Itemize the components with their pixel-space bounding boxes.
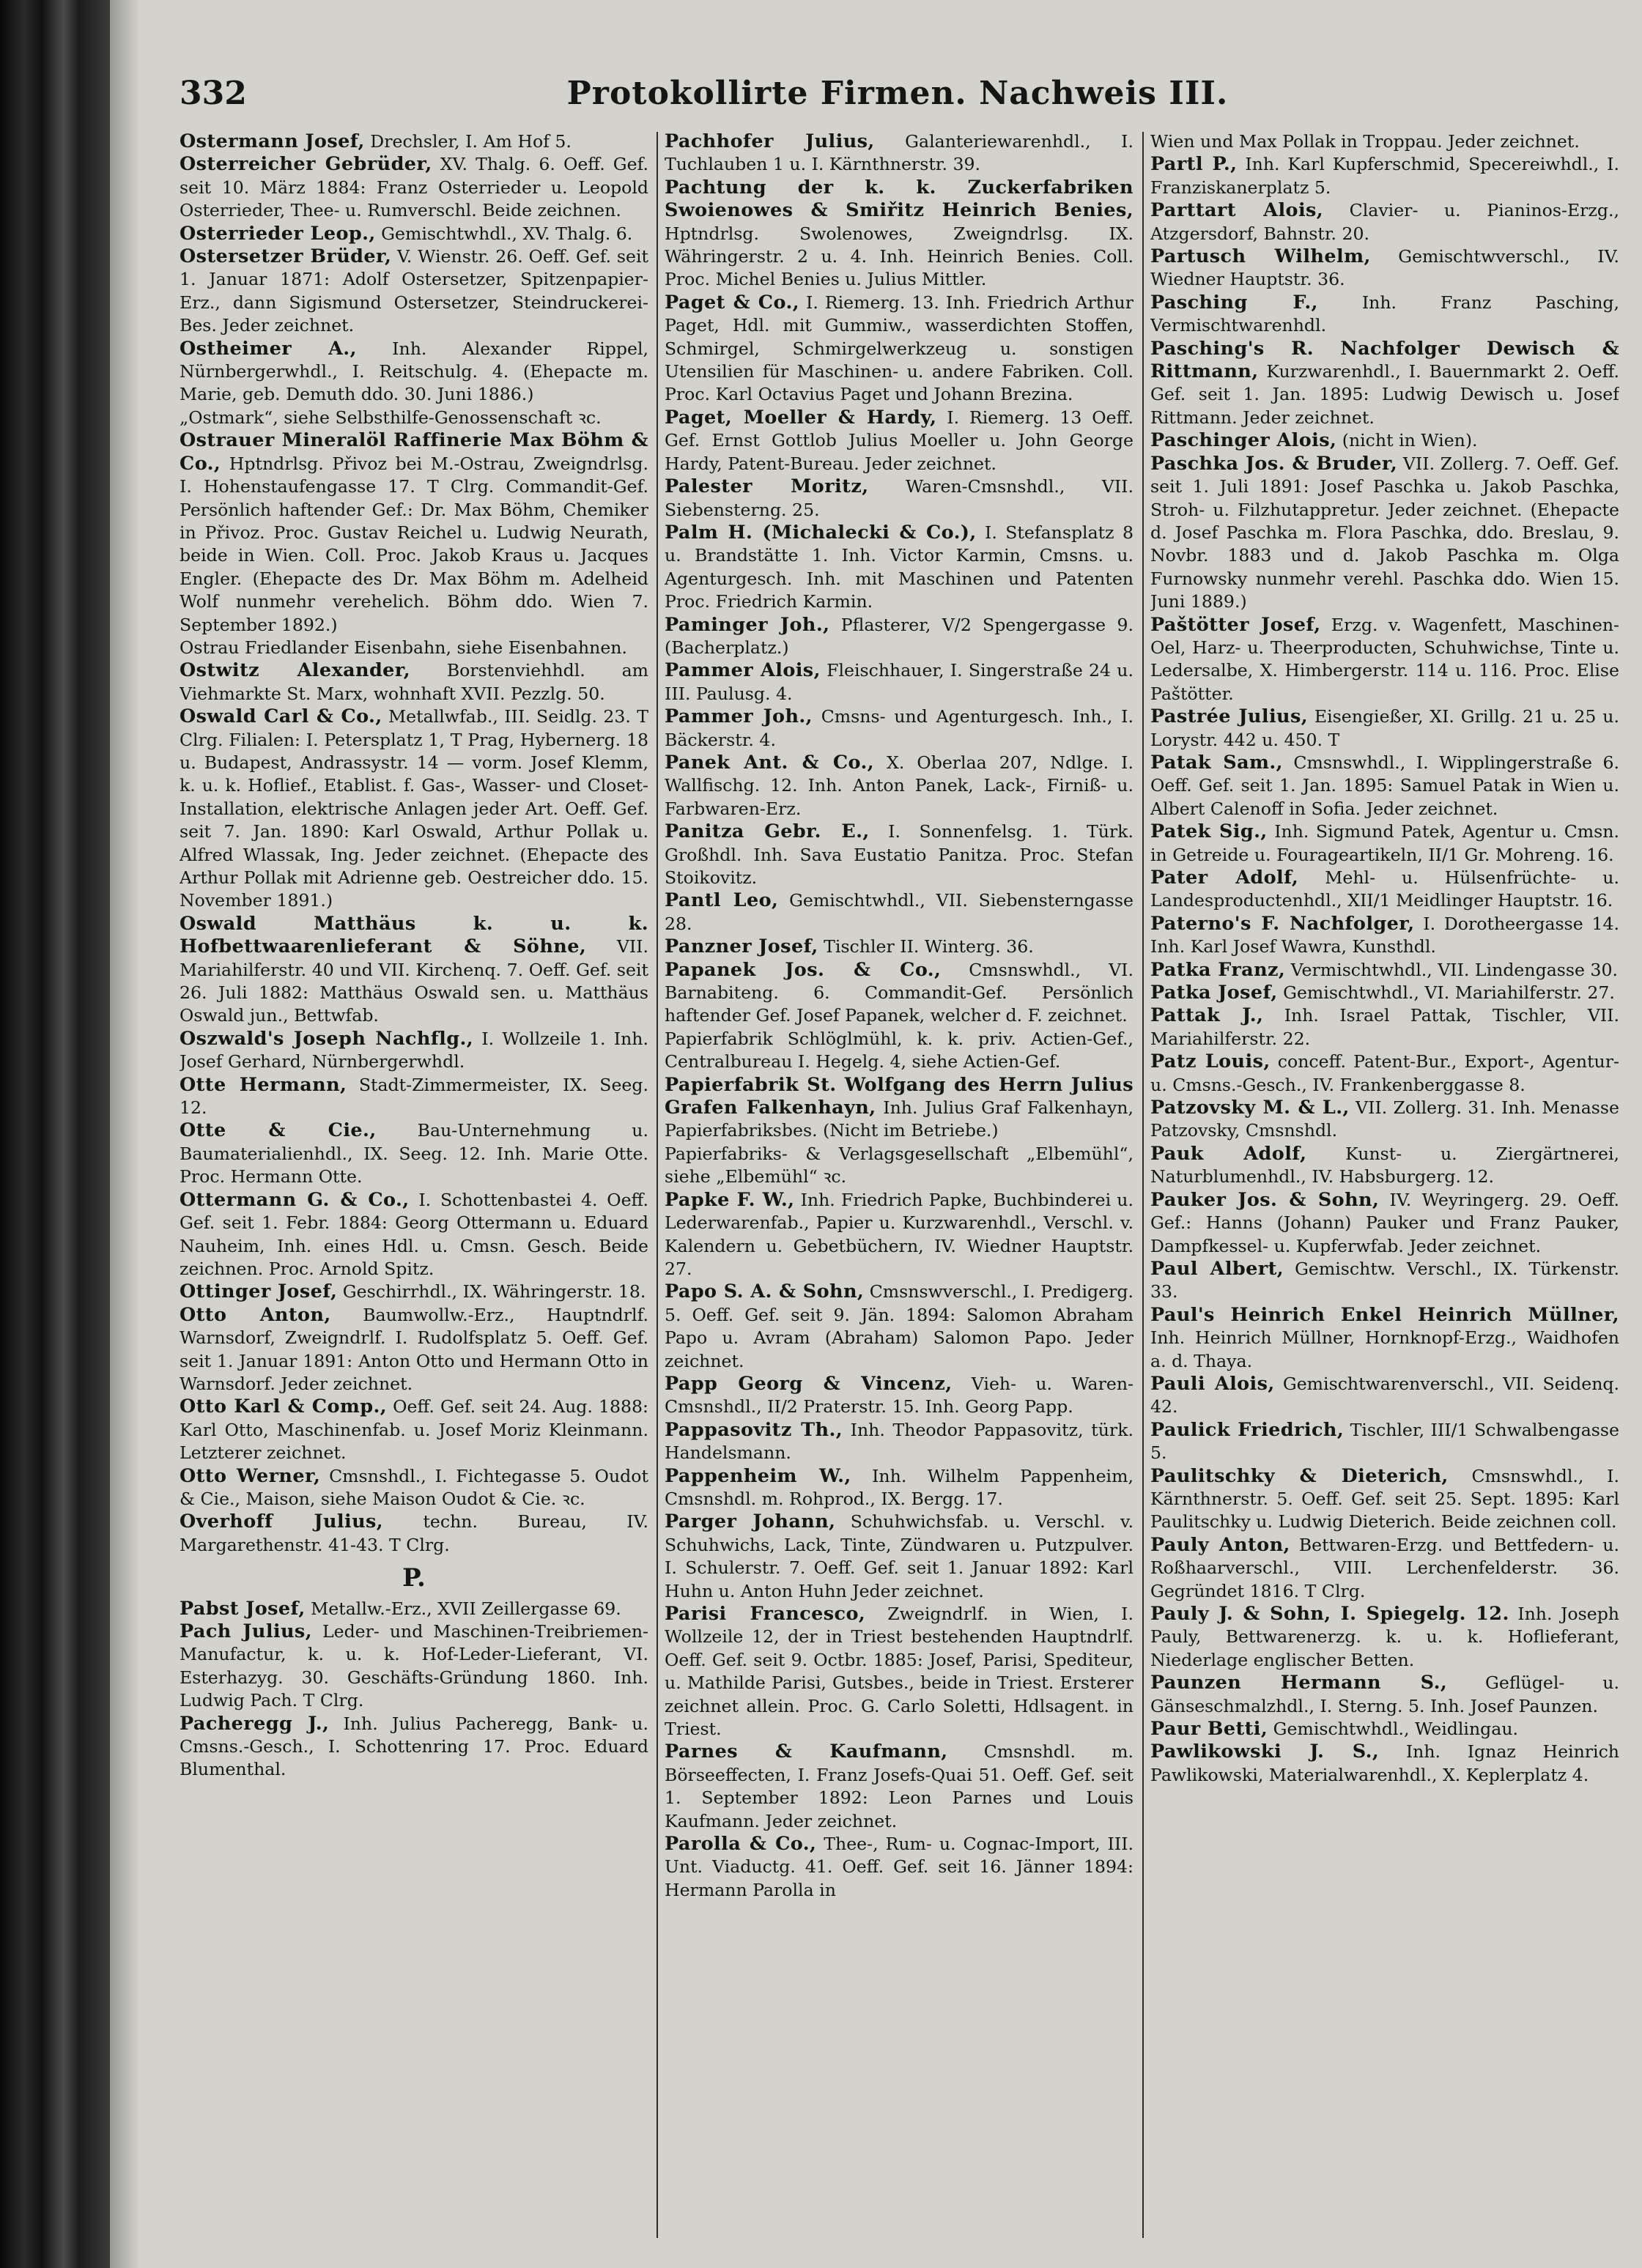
firm-name: Pachtung der k. k. Zuckerfabriken Swoienowes & Smiřitz Heinrich Benies, <box>665 176 1134 222</box>
firm-name: Oswald Matthäus k. u. k. Hofbettwaarenlieferant & Söhne, <box>180 912 648 958</box>
firm-details: I. Riemerg. 13. Inh. Friedrich Arthur Paget, Hdl. mit Gummiw., wasserdichten Stoffen, Schmirgel, Schmirgelwerkzeug u. sonstigen Utensilien für Maschinen- u. andere Fabriken. Coll. Proc. Karl Octavius Paget und Johann Brezina. <box>665 292 1134 405</box>
firm-details: Cmsnshdl., I. Fichtegasse 5. Oudot & Cie., Maison, siehe Maison Oudot & Cie. ꝛc. <box>180 1465 648 1509</box>
firm-details: Gemischtwarenverschl., VII. Seidenq. 42. <box>1150 1373 1619 1418</box>
directory-entry <box>1150 1373 1619 1419</box>
firm-name: Osterreicher Gebrüder, <box>180 153 432 176</box>
firm-name: Parolla & Co., <box>665 1833 817 1856</box>
firm-name: Pappenheim W., <box>665 1464 851 1487</box>
firm-name: Patz Louis, <box>1150 1050 1271 1073</box>
directory-entry <box>1150 453 1619 614</box>
firm-name: Paminger Joh., <box>665 613 830 636</box>
firm-name: Palester Moritz, <box>665 475 869 498</box>
directory-entry <box>1150 1672 1619 1718</box>
directory-entry <box>180 338 648 407</box>
firm-name: Paunzen Hermann S., <box>1150 1672 1448 1694</box>
firm-name: Osterrieder Leop., <box>180 222 376 245</box>
directory-entry <box>1150 1004 1619 1050</box>
firm-details: Cmsnswverschl., I. Predigerg. 5. Oeff. Gef. seit 9. Jän. 1894: Salomon Abraham Papo u. Avram (Abraham) Salomon Papo. Jeder zeichnet. <box>665 1281 1134 1371</box>
firm-name: Paschka Jos. & Bruder, <box>1150 452 1398 475</box>
directory-entry <box>180 1713 648 1782</box>
firm-details: Inh. Karl Kupferschmid, Specereiwhdl., I. Franziskanerplatz 5. <box>1150 154 1619 198</box>
firm-details: I. Riemerg. 13 Oeff. Gef. Ernst Gottlob Julius Moeller u. John George Hardy, Patent-Bureau. Jeder zeichnet. <box>665 407 1134 474</box>
firm-name: Panek Ant. & Co., <box>665 751 875 774</box>
firm-details: I. Stefansplatz 8 u. Brandstätte 1. Inh. Victor Karmin, Cmsns. u. Agenturgesch. Inh. mit Maschinen und Patenten Proc. Friedrich Karmin. <box>665 522 1134 612</box>
directory-entry <box>180 1396 648 1464</box>
firm-details: Geschirrhdl., IX. Währingerstr. 18. <box>337 1281 646 1302</box>
firm-name: Paschinger Alois, <box>1150 429 1337 452</box>
entry-columns <box>180 130 1619 2244</box>
firm-details: I. Dorotheergasse 14. Inh. Karl Josef Wawra, Kunsthdl. <box>1150 913 1619 957</box>
directory-entry <box>180 659 648 705</box>
directory-entry <box>665 820 1134 889</box>
firm-details: Inh. Ignaz Heinrich Pawlikowski, Materialwarenhdl., X. Keplerplatz 4. <box>1150 1741 1619 1785</box>
firm-details: Wien und Max Pollak in Troppau. Jeder zeichnet. <box>1150 131 1580 152</box>
firm-details: Tischler, III/1 Schwalbengasse 5. <box>1150 1419 1619 1464</box>
firm-name: Paul Albert, <box>1150 1257 1284 1280</box>
firm-details: Gemischtwhdl., VI. Mariahilferstr. 27. <box>1277 982 1615 1004</box>
firm-name: Panitza Gebr. E., <box>665 820 870 843</box>
firm-details: VII. Mariahilferstr. 40 und VII. Kirchenq. 7. Oeff. Gef. seit 26. Juli 1882: Matthäus Oswald sen. u. Matthäus Oswald jun., Bettwfab. <box>180 936 648 1026</box>
firm-details: X. Oberlaa 207, Ndlge. I. Wallfischg. 12. Inh. Anton Panek, Lack-, Firniß- u. Farbwaren-Erz. <box>665 752 1134 819</box>
directory-entry <box>180 1304 648 1396</box>
directory-entry <box>665 475 1134 522</box>
firm-name: Paur Betti, <box>1150 1718 1268 1741</box>
firm-details: Galanteriewarenhdl., I. Tuchlauben 1 u. I. Kärnthnerstr. 39. <box>665 131 1134 175</box>
firm-name: Parttart Alois, <box>1150 199 1324 222</box>
section-letter-heading: P. <box>402 1563 426 1593</box>
directory-entry <box>665 1074 1134 1143</box>
directory-entry <box>665 889 1134 935</box>
firm-name: Paget, Moeller & Hardy, <box>665 406 937 429</box>
directory-entry <box>665 1511 1134 1603</box>
directory-entry <box>1150 614 1619 706</box>
directory-entry <box>180 153 648 222</box>
firm-name: Otto Anton, <box>180 1303 331 1326</box>
directory-entry <box>665 1028 1134 1074</box>
directory-entry <box>1150 1258 1619 1304</box>
firm-name: Pachhofer Julius, <box>665 130 875 152</box>
firm-details: Inh. Alexander Rippel, Nürnbergerwhdl., I. Reitschulg. 4. (Ehepacte m. Marie, geb. Demuth ddo. 30. Juni 1886.) <box>180 338 648 405</box>
firm-details: Inh. Franz Pasching, Vermischtwarenhdl. <box>1150 292 1619 336</box>
firm-name: Pasching's R. Nachfolger Dewisch & Rittmann, <box>1150 337 1619 383</box>
firm-details: Cmsnswhdl., I. Kärnthnerstr. 5. Oeff. Gef. seit 25. Sept. 1895: Karl Paulitschky u. Ludwig Dieterich. Beide zeichnen coll. <box>1150 1465 1619 1533</box>
firm-details: Mehl- u. Hülsenfrüchte- u. Landesproductenhdl., XII/1 Meidlinger Hauptstr. 16. <box>1150 867 1619 911</box>
directory-entry <box>665 1833 1134 1902</box>
column-middle <box>665 130 1134 2244</box>
firm-name: Partl P., <box>1150 153 1238 176</box>
directory-entry <box>1150 1097 1619 1143</box>
directory-entry <box>180 637 648 659</box>
firm-name: Pabst Josef, <box>180 1597 306 1620</box>
directory-entry <box>180 223 648 245</box>
directory-entry <box>665 130 1134 177</box>
directory-entry <box>180 1028 648 1074</box>
directory-entry <box>665 1419 1134 1465</box>
firm-details: Inh. Joseph Pauly, Bettwarenerzg. k. u. k. Hoflieferant, Niederlage englischer Betten. <box>1150 1604 1619 1670</box>
column-divider <box>657 132 658 2238</box>
firm-details: V. Wienstr. 26. Oeff. Gef. seit 1. Januar 1871: Adolf Ostersetzer, Spitzenpapier-Erz., dann Sigismund Ostersetzer, Steindruckerei-Bes. Jeder zeichnet. <box>180 246 648 336</box>
firm-details: I. Schottenbastei 4. Oeff. Gef. seit 1. Febr. 1884: Georg Ottermann u. Eduard Nauheim, Inh. eines Hdl. u. Cmsn. Gesch. Beide zeichnen. Proc. Arnold Spitz. <box>180 1189 648 1279</box>
directory-entry <box>665 659 1134 705</box>
firm-name: Ostersetzer Brüder, <box>180 245 392 268</box>
directory-entry <box>1150 429 1619 452</box>
firm-name: Patak Sam., <box>1150 751 1283 774</box>
firm-details: Kurzwarenhdl., I. Bauernmarkt 2. Oeff. Gef. seit 1. Jan. 1895: Ludwig Dewisch u. Josef Rittmann. Jeder zeichnet. <box>1150 361 1619 428</box>
firm-name: Palm H. (Michalecki & Co.), <box>665 521 977 544</box>
directory-entry <box>180 1281 648 1303</box>
firm-details: XV. Thalg. 6. Oeff. Gef. seit 10. März 1884: Franz Osterrieder u. Leopold Osterrieder, Thee- u. Rumverschl. Beide zeichnen. <box>180 154 648 221</box>
firm-name: Paget & Co., <box>665 291 800 314</box>
firm-name: Parnes & Kaufmann, <box>665 1741 948 1763</box>
firm-details: (nicht in Wien). <box>1336 430 1478 451</box>
directory-entry <box>665 177 1134 292</box>
directory-entry <box>180 1119 648 1188</box>
directory-entry <box>1150 292 1619 338</box>
firm-details: Waren-Cmsnshdl., VII. Siebensterng. 25. <box>665 476 1134 520</box>
firm-details: I. Wollzeile 1. Inh. Josef Gerhard, Nürnbergerwhdl. <box>180 1028 648 1072</box>
firm-name: Pater Adolf, <box>1150 867 1299 889</box>
directory-entry <box>180 1598 648 1620</box>
directory-entry <box>180 245 648 338</box>
firm-details: Erzg. v. Wagenfett, Maschinen-Oel, Harz- u. Theerproducten, Schuhwichse, Tinte u. Ledersalbe, X. Himbergerstr. 114 u. 116. Proc. Elise Paštötter. <box>1150 614 1619 704</box>
firm-name: Oszwald's Joseph Nachflg., <box>180 1027 474 1050</box>
firm-details: Thee-, Rum- u. Cognac-Import, III. Unt. Viaductg. 41. Oeff. Gef. seit 16. Jänner 1894: Hermann Parolla in <box>665 1834 1134 1900</box>
directory-entry <box>1150 1419 1619 1465</box>
directory-entry <box>180 1465 648 1511</box>
firm-details: Inh. Wilhelm Pappenheim, Cmsnshdl. m. Rohprod., IX. Bergg. 17. <box>665 1465 1134 1509</box>
firm-details: Ostrau Friedlander Eisenbahn, siehe Eisenbahnen. <box>180 637 628 658</box>
firm-details: Gemischtwverschl., IV. Wiedner Hauptstr. 36. <box>1150 246 1619 290</box>
directory-entry <box>665 959 1134 1028</box>
firm-name: Ottermann G. & Co., <box>180 1188 410 1211</box>
firm-details: Pflasterer, V/2 Spengergasse 9. (Bacherplatz.) <box>665 614 1134 658</box>
firm-details: Eisengießer, XI. Grillg. 21 u. 25 u. Lorystr. 442 u. 450. T <box>1150 706 1619 750</box>
firm-details: Papierfabriks- & Verlagsgesellschaft „Elbemühl“, siehe „Elbemühl“ ꝛc. <box>665 1143 1134 1187</box>
firm-details: Cmsnshdl. m. Börseeffecten, I. Franz Josefs-Quai 51. Oeff. Gef. seit 1. September 1892: Leon Parnes und Louis Kaufmann. Jeder zeichnet. <box>665 1741 1134 1831</box>
directory-entry <box>665 1603 1134 1741</box>
directory-entry <box>1150 130 1619 153</box>
directory-entry <box>1150 959 1619 982</box>
directory-entry <box>665 1189 1134 1281</box>
directory-entry <box>1150 1189 1619 1258</box>
firm-details: Hptndrlsg. Swolenowes, Zweigndrlsg. IX. Währingerstr. 2 u. 4. Inh. Heinrich Benies. Coll. Proc. Michel Benies u. Julius Mittler. <box>665 223 1134 290</box>
firm-name: Pammer Alois, <box>665 659 821 682</box>
directory-entry <box>1150 1718 1619 1741</box>
firm-details: Kunst- u. Ziergärtnerei, Naturblumenhdl., IV. Habsburgerg. 12. <box>1150 1143 1619 1187</box>
directory-entry <box>1150 982 1619 1004</box>
directory-entry <box>1150 1143 1619 1189</box>
firm-name: Paul's Heinrich Enkel Heinrich Müllner, <box>1150 1303 1619 1326</box>
firm-details: Gemischtw. Verschl., IX. Türkenstr. 33. <box>1150 1258 1619 1302</box>
firm-name: Paulitschky & Dieterich, <box>1150 1464 1449 1487</box>
firm-name: Patzovsky M. & L., <box>1150 1097 1350 1119</box>
directory-entry <box>1150 1465 1619 1534</box>
firm-details: Bau-Unternehmung u. Baumaterialienhdl., IX. Seeg. 12. Inh. Marie Otte. Proc. Hermann Otte. <box>180 1120 648 1187</box>
firm-details: Gemischtwhdl., XV. Thalg. 6. <box>375 223 633 244</box>
directory-entry <box>1150 1050 1619 1097</box>
firm-details: Bettwaren-Erzg. und Bettfedern- u. Roßhaarverschl., VIII. Lerchenfelderstr. 36. Gegründet 1816. T Clrg. <box>1150 1534 1619 1601</box>
directory-entry <box>180 130 648 153</box>
firm-details: Gemischtwhdl., Weidlingau. <box>1268 1719 1519 1740</box>
firm-details: „Ostmark“, siehe Selbsthilfe-Genossenschaft ꝛc. <box>180 407 602 428</box>
firm-name: Pappasovitz Th., <box>665 1418 843 1441</box>
firm-name: Ostermann Josef, <box>180 130 365 152</box>
firm-name: Pammer Joh., <box>665 705 813 728</box>
firm-name: Papke F. W., <box>665 1188 795 1211</box>
directory-entry <box>665 1143 1134 1189</box>
directory-entry <box>180 429 648 637</box>
firm-name: Panzner Josef, <box>665 935 818 958</box>
firm-details: Drechsler, I. Am Hof 5. <box>364 131 572 152</box>
directory-entry <box>180 407 648 429</box>
directory-entry <box>1150 338 1619 430</box>
column-left <box>180 130 648 2244</box>
firm-details: Schuhwichsfab. u. Verschl. v. Schuhwichs, Lack, Tinte, Zündwaren u. Putzpulver. I. Schulerstr. 7. Oeff. Gef. seit 1. Januar 1892: Karl Huhn u. Anton Huhn Jeder zeichnet. <box>665 1511 1134 1601</box>
firm-details: Metallw.-Erz., XVII Zeillergasse 69. <box>305 1598 621 1619</box>
directory-entry <box>1150 1741 1619 1787</box>
firm-name: Ottinger Josef, <box>180 1281 338 1303</box>
directory-entry <box>1150 153 1619 199</box>
firm-details: VII. Zollerg. 31. Inh. Menasse Patzovsky, Cmsnshdl. <box>1150 1097 1619 1141</box>
directory-entry <box>180 1189 648 1281</box>
firm-details: Cmsns- und Agenturgesch. Inh., I. Bäckerstr. 4. <box>665 706 1134 750</box>
firm-details: Fleischhauer, I. Singerstraße 24 u. III. Paulusg. 4. <box>665 660 1134 704</box>
firm-name: Papp Georg & Vincenz, <box>665 1372 953 1395</box>
directory-page <box>110 0 1642 2268</box>
firm-details: conceff. Patent-Bur., Export-, Agentur- u. Cmsns.-Gesch., IV. Frankenberggasse 8. <box>1150 1051 1619 1095</box>
directory-entry <box>665 522 1134 614</box>
directory-entry <box>665 1373 1134 1419</box>
directory-entry <box>180 705 648 913</box>
firm-details: Inh. Heinrich Müllner, Hornknopf-Erzg., Waidhofen a. d. Thaya. <box>1150 1327 1619 1371</box>
firm-name: Ostwitz Alexander, <box>180 659 411 682</box>
directory-entry <box>1150 913 1619 959</box>
directory-entry <box>1150 1304 1619 1373</box>
directory-entry <box>1150 1534 1619 1603</box>
firm-details: Baumwollw.-Erz., Hauptndrlf. Warnsdorf, Zweigndrlf. I. Rudolfsplatz 5. Oeff. Gef. seit 1. Januar 1891: Anton Otto und Hermann Otto in Warnsdorf. Jeder zeichnet. <box>180 1304 648 1394</box>
directory-entry <box>1150 1603 1619 1672</box>
firm-name: Parisi Francesco, <box>665 1603 866 1625</box>
firm-details: Metallwfab., III. Seidlg. 23. T Clrg. Filialen: I. Petersplatz 1, T Prag, Hybernerg. 18 u. Budapest, Andrassystr. 14 — vorm. Josef Klemm, k. u. k. Hoflief., Etablist. f. Gas-, Wasser- und Closet-Installation, elektrische Anlagen jeder Art. Oeff. Gef. seit 7. Jan. 1890: Karl Oswald, Arthur Pollak u. Alfred Wlassak, Ing. Jeder zeichnet. (Ehepacte des Arthur Pollak mit Adrienne geb. Oestreicher ddo. 15. November 1891.) <box>180 706 648 911</box>
firm-details: Tischler II. Winterg. 36. <box>818 936 1034 957</box>
directory-entry <box>665 407 1134 475</box>
firm-name: Otto Werner, <box>180 1464 321 1487</box>
firm-name: Partusch Wilhelm, <box>1150 245 1371 268</box>
firm-name: Papierfabrik St. Wolfgang des Herrn Julius Grafen Falkenhayn, <box>665 1073 1134 1119</box>
directory-entry <box>1150 199 1619 245</box>
firm-details: VII. Zollerg. 7. Oeff. Gef. seit 1. Juli 1891: Josef Paschka u. Jakob Paschka, Stroh- u. Filzhutappretur. Jeder zeichnet. (Ehepacte d. Josef Paschka m. Flora Paschka, ddo. Breslau, 9. Novbr. 1883 und d. Jakob Paschka m. Olga Furnowsky nunmehr verehl. Paschka ddo. Wien 15. Juni 1889.) <box>1150 453 1619 612</box>
firm-name: Parger Johann, <box>665 1511 836 1533</box>
firm-name: Patka Josef, <box>1150 982 1278 1004</box>
page-header <box>180 75 1616 123</box>
directory-entry <box>665 292 1134 407</box>
directory-entry <box>665 705 1134 752</box>
firm-details: I. Sonnenfelsg. 1. Türk. Großhdl. Inh. Sava Eustatio Panitza. Proc. Stefan Stoikovitz. <box>665 821 1134 888</box>
firm-details: Vieh- u. Waren-Cmsnshdl., II/2 Praterstr. 15. Inh. Georg Papp. <box>665 1373 1134 1418</box>
firm-details: Leder- und Maschinen-Treibriemen-Manufactur, k. u. k. Hof-Leder-Lieferant, VI. Esterhazyg. 30. Geschäfts-Gründung 1860. Inh. Ludwig Pach. T Clrg. <box>180 1621 648 1711</box>
directory-entry <box>665 1741 1134 1833</box>
firm-name: Ostheimer A., <box>180 337 357 360</box>
firm-details: Gemischtwhdl., VII. Siebensterngasse 28. <box>665 890 1134 934</box>
directory-entry <box>665 752 1134 820</box>
firm-details: Cmsnswhdl., I. Wipplingerstraße 6. Oeff. Gef. seit 1. Jan. 1895: Samuel Patak in Wien u. Albert Calenoff in Sofia. Jeder zeichnet. <box>1150 752 1619 819</box>
book-binding-edge <box>0 0 110 2268</box>
firm-name: Patka Franz, <box>1150 958 1286 981</box>
directory-entry <box>665 1465 1134 1511</box>
firm-name: Paštötter Josef, <box>1150 613 1321 636</box>
firm-details: Borstenviehhdl. am Viehmarkte St. Marx, wohnhaft XVII. Pezzlg. 50. <box>180 660 648 704</box>
directory-entry <box>665 1281 1134 1373</box>
firm-name: Papanek Jos. & Co., <box>665 958 942 981</box>
firm-name: Pawlikowski J. S., <box>1150 1741 1380 1763</box>
directory-entry <box>180 1511 648 1557</box>
directory-entry <box>180 1074 648 1120</box>
directory-entry <box>1150 752 1619 820</box>
firm-details: Inh. Sigmund Patek, Agentur u. Cmsn. in Getreide u. Fourageartikeln, II/1 Gr. Mohreng. 16. <box>1150 821 1619 865</box>
firm-name: Ostrauer Mineralöl Raffinerie Max Böhm & Co., <box>180 429 648 475</box>
column-right <box>1150 130 1619 2244</box>
page-number: 332 <box>180 75 247 112</box>
firm-details: Inh. Julius Pacheregg, Bank- u. Cmsns.-Gesch., I. Schottenring 17. Proc. Eduard Blumenthal. <box>180 1713 648 1780</box>
firm-name: Pauly J. & Sohn, I. Spiegelg. 12. <box>1150 1603 1509 1625</box>
firm-name: Oswald Carl & Co., <box>180 705 382 728</box>
directory-entry <box>1150 245 1619 292</box>
firm-details: IV. Weyringerg. 29. Oeff. Gef.: Hanns (Johann) Pauker und Franz Pauker, Dampfkessel- u. Kupferwfab. Jeder zeichnet. <box>1150 1189 1619 1256</box>
firm-name: Otte Hermann, <box>180 1073 347 1096</box>
firm-details: Inh. Friedrich Papke, Buchbinderei u. Lederwarenfab., Papier u. Kurzwarenhdl., Verschl. v. Kalendern u. Gebetbüchern, IV. Wiedner Hauptstr. 27. <box>665 1189 1134 1279</box>
firm-name: Paulick Friedrich, <box>1150 1418 1345 1441</box>
firm-name: Otto Karl & Comp., <box>180 1396 388 1418</box>
firm-details: Stadt-Zimmermeister, IX. Seeg. 12. <box>180 1074 648 1119</box>
directory-entry <box>1150 867 1619 913</box>
firm-details: Hptndrlsg. Přivoz bei M.-Ostrau, Zweigndrlsg. I. Hohenstaufengasse 17. T Clrg. Commandit-Gef. Persönlich haftender Gef.: Dr. Max Böhm, Chemiker in Přivoz. Proc. Gustav Reichel u. Ludwig Neurath, beide in Wien. Coll. Proc. Jakob Kraus u. Jacques Engler. (Ehepacte des Dr. Max Böhm m. Adelheid Wolf nunmehr verehelich. Böhm ddo. Wien 7. September 1892.) <box>180 453 648 635</box>
directory-entry <box>665 935 1134 958</box>
column-divider <box>1142 132 1144 2238</box>
firm-details: Vermischtwhdl., VII. Lindengasse 30. <box>1285 959 1618 980</box>
firm-details: Papierfabrik Schlöglmühl, k. k. priv. Actien-Gef., Centralbureau I. Hegelg. 4, siehe Actien-Gef. <box>665 1028 1134 1072</box>
firm-name: Pasching F., <box>1150 291 1318 314</box>
firm-name: Pastrée Julius, <box>1150 705 1309 728</box>
directory-entry <box>180 1620 648 1713</box>
directory-entry <box>1150 705 1619 752</box>
firm-details: Inh. Julius Graf Falkenhayn, Papierfabriksbes. (Nicht im Betriebe.) <box>665 1097 1134 1141</box>
firm-name: Papo S. A. & Sohn, <box>665 1281 865 1303</box>
directory-entry <box>180 913 648 1028</box>
running-title: Protokollirte Firmen. Nachweis III. <box>566 75 1229 112</box>
firm-details: Zweigndrlf. in Wien, I. Wollzeile 12, der in Triest bestehenden Hauptndrlf. Oeff. Gef. seit 9. Octbr. 1885: Josef, Parisi, Spediteur, u. Mathilde Parisi, Gutsbes., beide in Triest. Ersterer zeichnet allein. Proc. G. Carlo Soletti, Hdlsagent. in Triest. <box>665 1604 1134 1740</box>
firm-details: Clavier- u. Pianinos-Erzg., Atzgersdorf, Bahnstr. 20. <box>1150 200 1619 244</box>
firm-details: Inh. Israel Pattak, Tischler, VII. Mariahilferstr. 22. <box>1150 1005 1619 1049</box>
firm-name: Pauly Anton, <box>1150 1533 1290 1556</box>
firm-name: Pauker Jos. & Sohn, <box>1150 1188 1380 1211</box>
directory-entry <box>665 614 1134 660</box>
firm-details: Oeff. Gef. seit 24. Aug. 1888: Karl Otto, Maschinenfab. u. Josef Moriz Kleinmann. Letzterer zeichnet. <box>180 1396 648 1464</box>
firm-name: Pauk Adolf, <box>1150 1142 1307 1165</box>
firm-details: Cmsnswhdl., VI. Barnabiteng. 6. Commandit-Gef. Persönlich haftender Gef. Josef Papanek, welcher d. F. zeichnet. <box>665 959 1134 1026</box>
firm-details: Inh. Theodor Pappasovitz, türk. Handelsmann. <box>665 1419 1134 1464</box>
firm-name: Pauli Alois, <box>1150 1372 1275 1395</box>
directory-entry <box>1150 820 1619 867</box>
firm-name: Patek Sig., <box>1150 820 1268 843</box>
firm-name: Paterno's F. Nachfolger, <box>1150 912 1415 935</box>
firm-name: Pantl Leo, <box>665 889 779 912</box>
firm-name: Pacheregg J., <box>180 1712 330 1735</box>
firm-details: techn. Bureau, IV. Margarethenstr. 41-43. T Clrg. <box>180 1511 648 1555</box>
firm-name: Overhoff Julius, <box>180 1511 384 1533</box>
firm-name: Otte & Cie., <box>180 1119 377 1142</box>
firm-name: Pach Julius, <box>180 1620 312 1642</box>
firm-details: Geflügel- u. Gänseschmalzhdl., I. Sterng. 5. Inh. Josef Paunzen. <box>1150 1672 1619 1716</box>
firm-name: Pattak J., <box>1150 1004 1264 1027</box>
